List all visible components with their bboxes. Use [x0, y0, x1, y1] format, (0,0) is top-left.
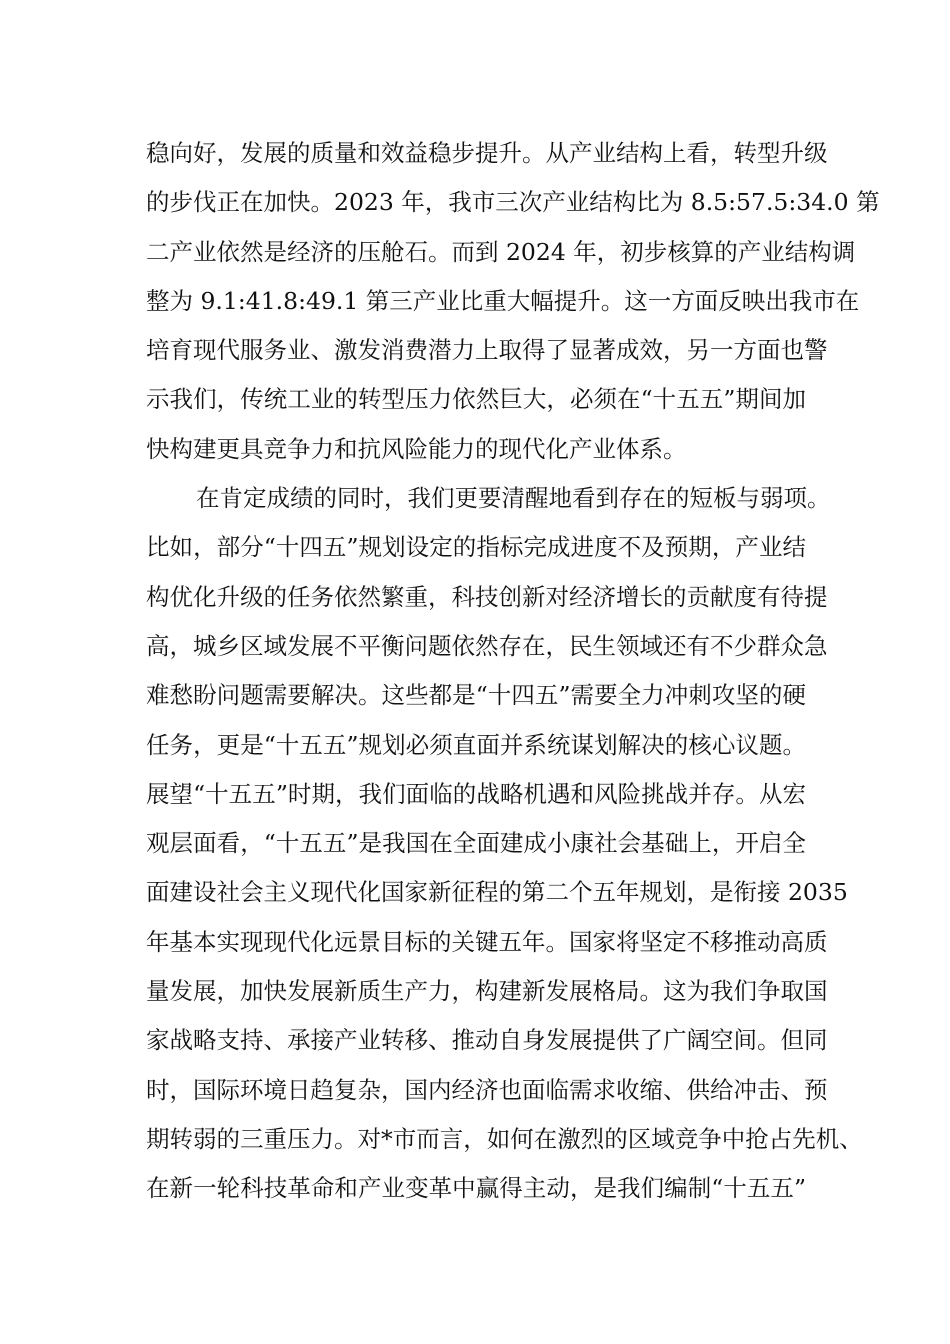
document-body [146, 133, 880, 1218]
paragraph-industry-structure [146, 133, 880, 478]
text-line: 整为 9.1:41.8:49.1 第三产业比重大幅提升。这一方面反映出我市在 [146, 286, 860, 315]
text-line: 家战略支持、承接产业转移、推动自身发展提供了广阔空间。但同 [146, 1026, 828, 1055]
text-line: 在新一轮科技革命和产业变革中赢得主动，是我们编制“十五五” [146, 1174, 806, 1203]
text-line: 任务，更是“十五五”规划必须直面并系统谋划解决的核心议题。 [146, 730, 806, 759]
text-line: 快构建更具竞争力和抗风险能力的现代化产业体系。 [146, 434, 687, 463]
text-line: 时，国际环境日趋复杂，国内经济也面临需求收缩、供给冲击、预 [146, 1075, 828, 1104]
text-line: 的步伐正在加快。2023 年，我市三次产业结构比为 8.5:57.5:34.0 第 [146, 188, 880, 217]
text-line: 高，城乡区域发展不平衡问题依然存在，民生领域还有不少群众急 [146, 631, 828, 660]
text-line: 年基本实现现代化远景目标的关键五年。国家将坚定不移推动高质 [146, 927, 828, 956]
text-line: 观层面看，“十五五”是我国在全面建成小康社会基础上，开启全 [146, 829, 806, 858]
text-line: 期转弱的三重压力。对*市而言，如何在激烈的区域竞争中抢占先机、 [146, 1124, 863, 1153]
paragraph-shortcomings-outlook [146, 478, 863, 1217]
text-line: 构优化升级的任务依然繁重，科技创新对经济增长的贡献度有待提 [146, 582, 828, 611]
text-line: 在肯定成绩的同时，我们更要清醒地看到存在的短板与弱项。 [196, 484, 831, 513]
text-line: 面建设社会主义现代化国家新征程的第二个五年规划，是衔接 2035 [146, 878, 848, 907]
text-line: 比如，部分“十四五”规划设定的指标完成进度不及预期，产业结 [146, 533, 806, 562]
text-line: 稳向好，发展的质量和效益稳步提升。从产业结构上看，转型升级 [146, 139, 828, 167]
text-line: 量发展，加快发展新质生产力，构建新发展格局。这为我们争取国 [146, 977, 828, 1006]
text-line: 培育现代服务业、激发消费潜力上取得了显著成效，另一方面也警 [146, 336, 828, 365]
text-line: 展望“十五五”时期，我们面临的战略机遇和风险挑战并存。从宏 [146, 779, 806, 808]
text-line: 二产业依然是经济的压舱石。而到 2024 年，初步核算的产业结构调 [146, 237, 856, 266]
text-line: 示我们，传统工业的转型压力依然巨大，必须在“十五五”期间加 [146, 385, 806, 414]
text-line: 难愁盼问题需要解决。这些都是“十四五”需要全力冲刺攻坚的硬 [146, 681, 806, 710]
